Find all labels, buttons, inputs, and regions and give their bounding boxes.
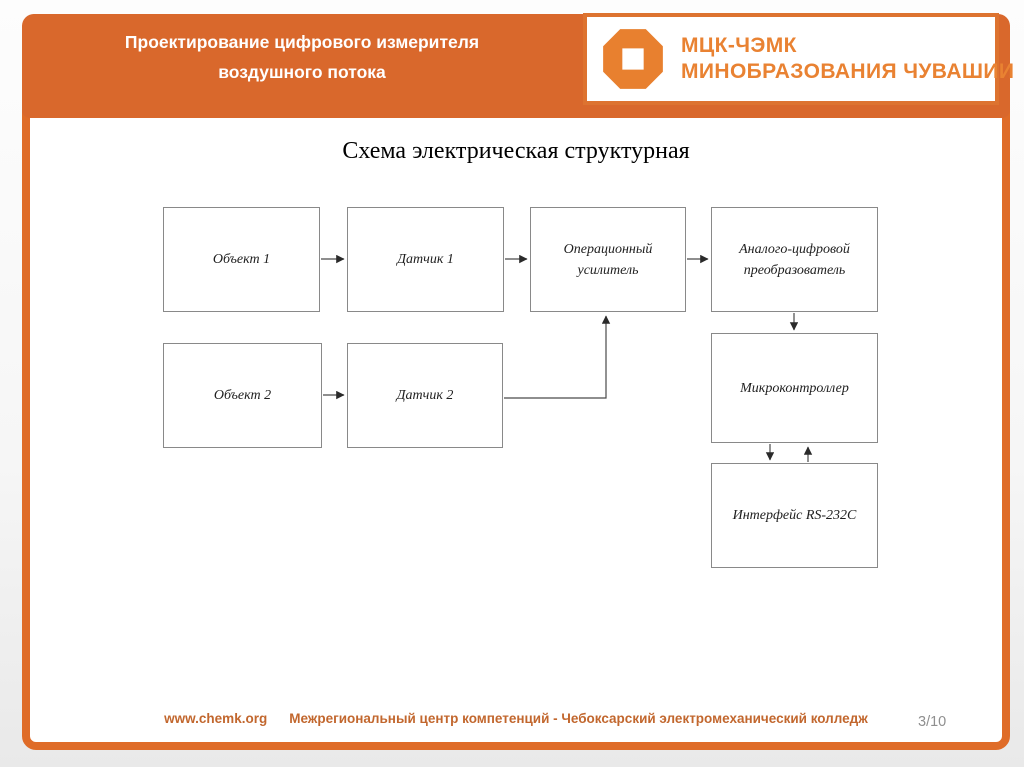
diagram-block-rs232: Интерфейс RS-232C [711,463,878,568]
slide-header-title [52,27,552,87]
logo-text [681,33,1014,85]
diagram-block-object1: Объект 1 [163,207,320,312]
diagram-block-opamp: Операционный усилитель [530,207,686,312]
slide-header-title-line2: воздушного потока [218,62,386,82]
octagon-logo-icon [601,27,665,91]
footer-org-name: Межрегиональный центр компетенций - Чебоксарский электромеханический колледж [289,711,868,726]
footer [22,711,1010,726]
page-number: 3/10 [918,714,947,730]
diagram-title: Схема электрическая структурная [342,138,690,164]
diagram-block-mcu: Микроконтроллер [711,333,878,443]
diagram-block-adc: Аналого-цифровой преобразователь [711,207,878,312]
diagram-block-object2: Объект 2 [163,343,322,448]
logo-text-line2: МИНОБРАЗОВАНИЯ ЧУВАШИИ [681,60,1015,83]
footer-url: www.chemk.org [164,711,268,726]
slide-header-title-line1: Проектирование цифрового измерителя [124,32,480,52]
diagram-block-sensor1: Датчик 1 [347,207,504,312]
logo-plate [583,13,1015,105]
logo-text-line1: МЦК-ЧЭМК [681,34,797,57]
diagram-block-sensor2: Датчик 2 [347,343,503,448]
